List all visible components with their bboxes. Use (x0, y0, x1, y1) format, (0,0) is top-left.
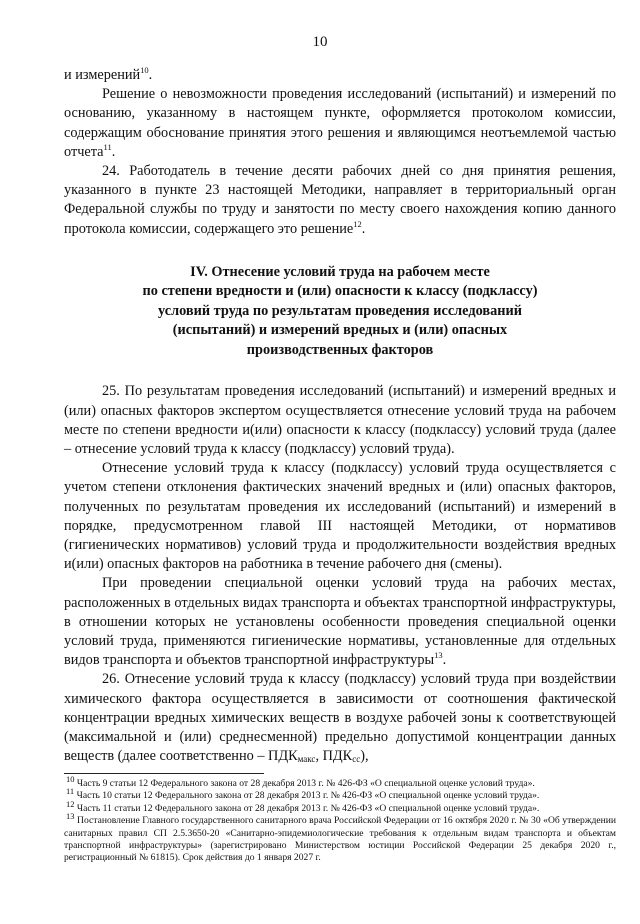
footnote-10 (64, 773, 616, 790)
footnote-ref-10[interactable]: 10 (140, 65, 149, 76)
paragraph-text: и измерений (64, 67, 141, 83)
paragraph-text: Решение о невозможности проведения исследований (испытаний) и измерений по основанию, указанному в настоящем пункте, оформляется протоколом комиссии, содержащим обоснование принятия этого решения и являющимся неотъемлемой частью отчета (64, 86, 616, 160)
paragraph-text: , ПДК (315, 748, 353, 765)
footnotes (64, 773, 616, 865)
paragraph-continuation (64, 66, 616, 85)
footnote-text: Часть 9 статьи 12 Федерального закона от 28 декабря 2013 г. № 426-ФЗ «О специальной оценке условий труда». (74, 778, 535, 789)
heading-line: IV. Отнесение условий труда на рабочем месте (190, 263, 490, 280)
paragraph-end: . (111, 143, 116, 160)
paragraph-26 (64, 670, 616, 769)
paragraph-25: 25. По результатам проведения исследований (испытаний) и измерений вредных и (или) опасных факторов экспертом осуществляется отнесение условий труда на рабочем месте по степени вредности и(или) опасности к классу (подклассу) условий труда (далее – отнесение условий труда к классу (подклассу) условий труда). (64, 383, 616, 457)
paragraph-text: При проведении специальной оценки условий труда на рабочих местах, расположенных в отдельных видах транспорта и объектах транспортной инфраструктуры, в отношении которых не установлены особенности проведения специальной оценки условий труда, применяются гигиенические нормативы, установленные для отдельных видов транспорта и объектов транспортной инфраструктуры (64, 575, 616, 669)
paragraph-end: . (148, 67, 153, 83)
page-number: 10 (312, 34, 328, 50)
footnote-13 (64, 811, 616, 865)
paragraph-end: ), (360, 748, 369, 765)
footnote-ref-13[interactable]: 13 (434, 650, 443, 661)
paragraph-decision (64, 85, 616, 162)
heading-line: по степени вредности и (или) опасности к классу (подклассу) (142, 283, 538, 300)
footnote-mark: 11 (66, 786, 75, 797)
document-body (64, 66, 616, 769)
footnote-text: Часть 10 статьи 12 Федерального закона от 28 декабря 2013 г. № 426-ФЗ «О специальной оценке условий труда». (74, 790, 540, 802)
footnote-11 (64, 786, 616, 802)
footnote-ref-12[interactable]: 12 (353, 218, 362, 229)
paragraph-text: 26. Отнесение условий труда к классу (подклассу) условий труда при воздействии химического фактора осуществляется в зависимости от соотношения фактической концентрации вредных химических веществ в воздухе рабочей зоны к соответствующей (максимальной и (или) среднесменной) предельно допустимой концентрации данных веществ (далее соответственно – ПДК (64, 671, 616, 765)
footnote-ref-11[interactable]: 11 (103, 142, 112, 153)
paragraph-transport (64, 574, 616, 670)
paragraph-classification: Отнесение условий труда к классу (подклассу) условий труда осуществляется с учетом степени отклонения фактических значений вредных и (или) опасных факторов, полученных по результатам проведения их исследований (испытаний) и измерений в порядке, предусмотренном главой III настоящей Методики, от нормативов (гигиенических нормативов) условий труда и продолжительности воздействия вредных и(или) опасных факторов на работника в течение рабочего дня (смены). (64, 460, 616, 573)
heading-line: производственных факторов (246, 341, 434, 358)
subscript-max: макс (297, 754, 316, 765)
footnote-mark: 10 (66, 773, 75, 784)
heading-line: (испытаний) и измерений вредных и (или) опасных (172, 322, 508, 339)
paragraph-end: . (442, 652, 447, 669)
heading-line: условий труда по результатам проведения исследований (158, 302, 522, 319)
footnote-12 (64, 798, 616, 815)
section-heading (84, 263, 596, 361)
footnote-mark: 12 (66, 798, 75, 809)
paragraph-24 (64, 162, 616, 239)
footnote-mark: 13 (66, 811, 75, 822)
footnote-text: Часть 11 статьи 12 Федерального закона от 28 декабря 2013 г. № 426-ФЗ «О специальной оценке условий труда». (74, 802, 540, 814)
footnote-separator (64, 773, 264, 774)
paragraph-text: 24. Работодатель в течение десяти рабочих дней со дня принятия решения, указанного в пункте 23 настоящей Методики, направляет в территориальный орган Федеральной службы по труду и занятости по месту своего нахождения копию данного протокола комиссии, содержащего это решение (64, 163, 616, 237)
subscript-ss: сс (352, 754, 361, 765)
footnote-text: Постановление Главного государственного санитарного врача Российской Федерации от 16 октября 2020 г. № 30 «Об утверждении санитарных правил СП 2.5.3650-20 «Санитарно-эпидемиологические требования к отдельным видам транспорта и объектам транспортной инфраструктуры» (зарегистрировано Министерством юстиции Российской Федерации 25 декабря 2020 г., регистрационный № 61815). Срок действия до 1 января 2027 г. (64, 815, 616, 864)
paragraph-end: . (361, 220, 366, 237)
